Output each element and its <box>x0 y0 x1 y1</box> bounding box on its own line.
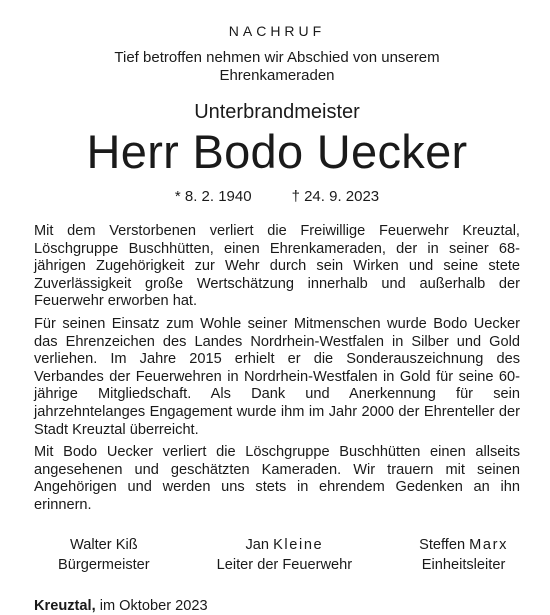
paragraph-1: Mit dem Verstorbenen verliert die Freiwillige Feuerwehr Kreuztal, Löschgruppe Buschhütten, einen Ehrenkameraden, der in seiner 68-jährigen Zugehörigkeit zur Wehr durch sein Wirken und seine stete Zuverlässigkeit große Wertschätzung innerhalb und außerhalb der Feuerwehr erworben hat. <box>34 223 520 310</box>
signatory-name <box>58 535 150 555</box>
signatory-first-name: Steffen <box>419 536 466 553</box>
footer-date: im Oktober 2023 <box>99 597 208 614</box>
signatory-role: Leiter der Feuerwehr <box>216 556 353 573</box>
signatory-name <box>217 535 352 555</box>
notice-heading: NACHRUF <box>228 23 326 39</box>
signatory-fire-chief <box>217 535 352 575</box>
signature-block <box>34 535 520 575</box>
signatory-role: Einheitsleiter <box>421 556 506 573</box>
paragraph-2: Für seinen Einsatz zum Wohle seiner Mitmenschen wurde Bodo Uecker das Ehrenzeichen des Landes Nordrhein-Westfalen in Silber und Gold verliehen. Im Jahre 2015 erhielt er die Sonderauszeichnung des Verbandes der Feuerwehren in Nordrhein-Westfalen in Gold für seine 60-jährige Mitgliedschaft. Als Dank und Anerkennung für sein jahrzehntelanges Engagement wurde ihm im Jahr 2000 der Ehrenteller der Stadt Kreuztal überreicht. <box>34 315 520 438</box>
signatory-first-name: Jan <box>245 536 270 553</box>
signatory-unit-leader <box>419 535 508 575</box>
signatory-mayor <box>58 535 150 575</box>
footer-place: Kreuztal, <box>34 597 96 614</box>
intro-line-2: Ehrenkameraden <box>219 67 335 84</box>
signatory-last-name: Kleine <box>273 536 324 553</box>
deceased-name: Herr Bodo Uecker <box>86 125 468 178</box>
signatory-last-name: Marx <box>469 536 508 553</box>
death-date: † 24. 9. 2023 <box>291 188 380 205</box>
signatory-name <box>419 535 508 555</box>
intro-line-1: Tief betroffen nehmen wir Abschied von unserem <box>114 49 440 66</box>
signatory-role: Bürgermeister <box>58 556 150 573</box>
signatory-last-name: Kiß <box>115 536 138 553</box>
life-dates <box>34 188 520 206</box>
signatory-first-name: Walter <box>70 536 112 553</box>
paragraph-3: Mit Bodo Uecker verliert die Löschgruppe Buschhütten einen allseits angesehenen und geschätzten Kameraden. Wir trauern mit seinen Angehörigen und werden uns stets in ehrendem Gedenken an ihn erinnern. <box>34 444 520 513</box>
place-and-date <box>34 597 520 615</box>
deceased-rank: Unterbrandmeister <box>194 101 360 123</box>
birth-date: * 8. 2. 1940 <box>174 188 252 205</box>
intro-text <box>34 49 520 85</box>
